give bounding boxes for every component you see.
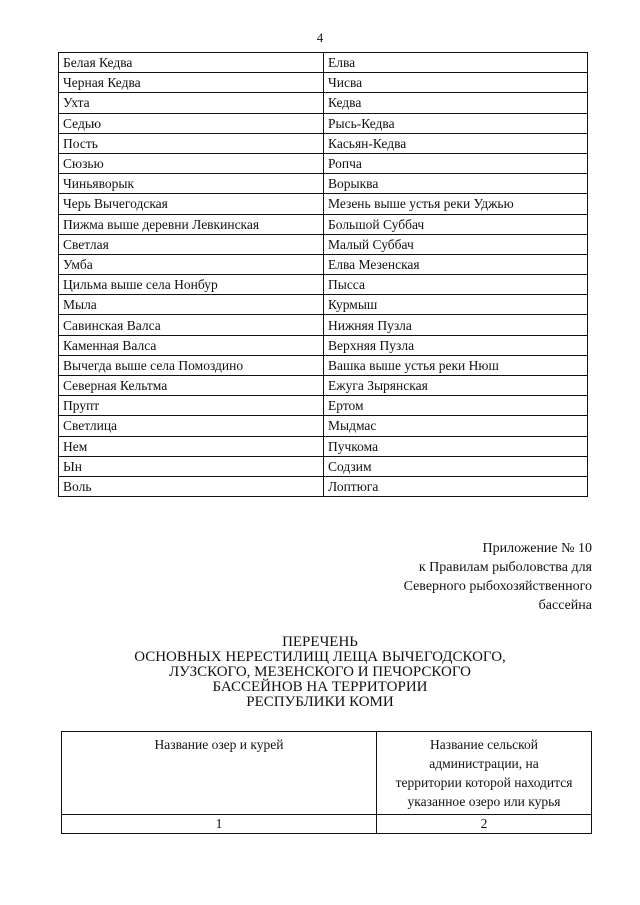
river-name-left: Умба (59, 254, 324, 274)
table-row (59, 275, 588, 295)
table-row (59, 376, 588, 396)
table-row (59, 456, 588, 476)
rivers-table (58, 52, 588, 497)
appendix-number: Приложение № 10 (482, 541, 592, 556)
table-row (59, 133, 588, 153)
river-name-right: Курмыш (324, 295, 588, 315)
river-name-right: Елва (324, 53, 588, 73)
river-name-left: Светлая (59, 234, 324, 254)
river-name-left: Ын (59, 456, 324, 476)
column-header-lake-name: Название озер и курей (62, 732, 377, 815)
table-row (59, 355, 588, 375)
table-header-row (62, 732, 592, 815)
table-row (59, 476, 588, 496)
river-name-left: Вычегда выше села Помоздино (59, 355, 324, 375)
river-name-right: Содзим (324, 456, 588, 476)
table-row (59, 53, 588, 73)
river-name-right: Малый Суббач (324, 234, 588, 254)
header-line: администрации, на (429, 756, 539, 771)
table-row (59, 174, 588, 194)
column-header-administration (377, 732, 592, 815)
lakes-table (61, 731, 592, 834)
title-line: РЕСПУБЛИКИ КОМИ (246, 694, 394, 710)
river-name-right: Ворыква (324, 174, 588, 194)
column-number: 2 (377, 815, 592, 834)
river-name-right: Пучкома (324, 436, 588, 456)
river-name-right: Нижняя Пузла (324, 315, 588, 335)
river-name-right: Пысса (324, 275, 588, 295)
table-row (59, 396, 588, 416)
header-line: Название сельской (430, 737, 538, 752)
appendix-header (292, 539, 592, 615)
river-name-left: Нем (59, 436, 324, 456)
river-name-left: Седью (59, 113, 324, 133)
river-name-left: Сюзью (59, 153, 324, 173)
river-name-right: Вашка выше устья реки Нюш (324, 355, 588, 375)
table-row (59, 416, 588, 436)
title-line: ПЕРЕЧЕНЬ (282, 634, 358, 650)
table-row (59, 214, 588, 234)
river-name-left: Черь Вычегодская (59, 194, 324, 214)
appendix-reference-line: к Правилам рыболовства для (418, 560, 592, 575)
table-row (59, 93, 588, 113)
appendix-reference-line: бассейна (538, 598, 592, 613)
river-name-left: Черная Кедва (59, 73, 324, 93)
table-row (59, 436, 588, 456)
header-line: территории которой находится (395, 775, 573, 790)
river-name-right: Лоптюга (324, 476, 588, 496)
river-name-right: Чисва (324, 73, 588, 93)
river-name-left: Каменная Валса (59, 335, 324, 355)
table-row (59, 254, 588, 274)
river-name-left: Ухта (59, 93, 324, 113)
river-name-left: Цильма выше села Нонбур (59, 275, 324, 295)
river-name-right: Большой Суббач (324, 214, 588, 234)
appendix-reference-line: Северного рыбохозяйственного (403, 579, 592, 594)
column-number-row (62, 815, 592, 834)
river-name-right: Ропча (324, 153, 588, 173)
river-name-right: Верхняя Пузла (324, 335, 588, 355)
river-name-left: Пижма выше деревни Левкинская (59, 214, 324, 234)
column-number: 1 (62, 815, 377, 834)
table-row (59, 73, 588, 93)
river-name-right: Касьян-Кедва (324, 133, 588, 153)
river-name-left: Светлица (59, 416, 324, 436)
river-name-right: Ежуга Зырянская (324, 376, 588, 396)
page-number: 4 (316, 30, 324, 45)
river-name-right: Рысь-Кедва (324, 113, 588, 133)
river-name-left: Пость (59, 133, 324, 153)
title-line: БАССЕЙНОВ НА ТЕРРИТОРИИ (212, 679, 428, 695)
title-line: ЛУЗСКОГО, МЕЗЕНСКОГО И ПЕЧОРСКОГО (168, 664, 472, 680)
table-row (59, 335, 588, 355)
title-line: ОСНОВНЫХ НЕРЕСТИЛИЩ ЛЕЩА ВЫЧЕГОДСКОГО, (134, 649, 506, 665)
river-name-left: Воль (59, 476, 324, 496)
table-row (59, 153, 588, 173)
river-name-left: Савинская Валса (59, 315, 324, 335)
river-name-right: Мыдмас (324, 416, 588, 436)
river-name-left: Прупт (59, 396, 324, 416)
document-title (0, 635, 640, 710)
table-row (59, 194, 588, 214)
river-name-left: Белая Кедва (59, 53, 324, 73)
table-row (59, 113, 588, 133)
river-name-left: Северная Кельтма (59, 376, 324, 396)
river-name-left: Чиньяворык (59, 174, 324, 194)
river-name-right: Елва Мезенская (324, 254, 588, 274)
river-name-right: Кедва (324, 93, 588, 113)
table-row (59, 315, 588, 335)
table-row (59, 234, 588, 254)
rivers-table-body (59, 53, 588, 497)
river-name-left: Мыла (59, 295, 324, 315)
header-line: указанное озеро или курья (407, 794, 561, 809)
river-name-right: Ертом (324, 396, 588, 416)
river-name-right: Мезень выше устья реки Уджью (324, 194, 588, 214)
table-row (59, 295, 588, 315)
